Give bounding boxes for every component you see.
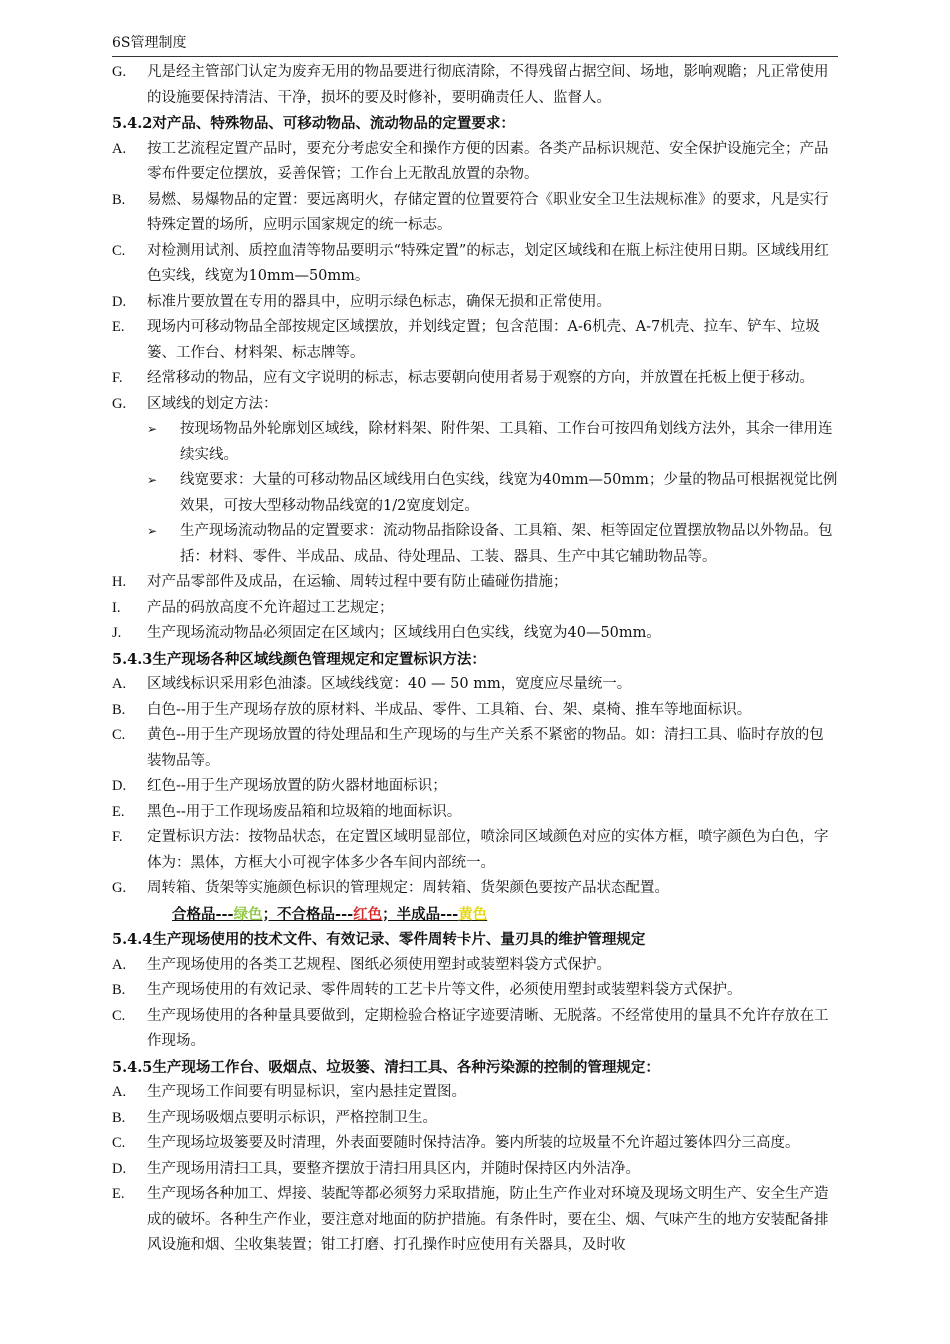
list-item: A. 生产现场使用的各类工艺规程、图纸必须使用塑封或装塑料袋方式保护。 bbox=[112, 956, 611, 973]
document-body bbox=[112, 60, 838, 1259]
list-item: B. 白色--用于生产现场存放的原材料、半成品、零件、工具箱、台、架、桌椅、推车等地面标识。 bbox=[112, 701, 752, 718]
list-item: C. 生产现场垃圾篓要及时清理，外表面要随时保持洁净。篓内所装的垃圾量不允许超过篓体四分三高度。 bbox=[112, 1135, 800, 1151]
header-title: 6S管理制度 bbox=[112, 35, 187, 51]
list-item: D. 生产现场用清扫工具，要整齐摆放于清扫用具区内，并随时保持区内外洁净。 bbox=[112, 1160, 640, 1177]
list-item: A. 按工艺流程定置产品时，要充分考虑安全和操作方便的因素。各类产品标识规范、安全保护设施完全；产品零布件要定位摆放，妥善保管；工作台上无散乱放置的杂物。 bbox=[112, 140, 829, 182]
section-heading: 5.4.2对产品、特殊物品、可移动物品、流动物品的定置要求： bbox=[112, 115, 515, 132]
bullet-item: ➢ 生产现场流动物品的定置要求：流动物品指除设备、工具箱、架、柜等固定位置摆放物品以外物品。包括：材料、零件、半成品、成品、待处理品、工装、器具、生产中其它辅助物品等。 bbox=[112, 519, 838, 570]
list-item: F. 经常移动的物品，应有文字说明的标志，标志要朝向使用者易于观察的方向，并放置在托板上便于移动。 bbox=[112, 370, 814, 386]
arrow-bullet-icon: ➢ bbox=[147, 473, 158, 487]
list-item: C. 对检测用试剂、质控血清等物品要明示“特殊定置”的标志，划定区域线和在瓶上标注使用日期。区域线用红色实线，线宽为10mm—50mm。 bbox=[112, 242, 829, 284]
page-header bbox=[112, 30, 838, 57]
list-item: C. 黄色--用于生产现场放置的待处理品和生产现场的与生产关系不紧密的物品。如：清扫工具、临时存放的包装物品等。 bbox=[112, 727, 824, 769]
list-item: B. 易燃、易爆物品的定置：要远离明火，存储定置的位置要符合《职业安全卫生法规标准》的要求，凡是实行特殊定置的场所，应明示国家规定的统一标志。 bbox=[112, 191, 829, 233]
list-item: A. 生产现场工作间要有明显标识，室内悬挂定置图。 bbox=[112, 1084, 466, 1100]
list-item: G. 凡是经主管部门认定为废弃无用的物品要进行彻底清除，不得残留占据空间、场地，影响观瞻；凡正常使用的设施要保持清洁、干净，损坏的要及时修补，要明确责任人、监督人。 bbox=[112, 64, 829, 106]
list-item: E. 黑色--用于工作现场废品箱和垃圾箱的地面标识。 bbox=[112, 803, 462, 820]
list-item: D. 标准片要放置在专用的器具中，应明示绿色标志，确保无损和正常使用。 bbox=[112, 293, 611, 310]
list-item: J. 生产现场流动物品必须固定在区域内；区域线用白色实线，线宽为40—50mm。 bbox=[112, 625, 661, 641]
list-item: I. 产品的码放高度不允许超过工艺规定； bbox=[112, 599, 394, 616]
bullet-item: ➢ 按现场物品外轮廓划区域线，除材料架、附件架、工具箱、工作台可按四角划线方法外，其余一律用连续实线。 bbox=[112, 417, 838, 468]
arrow-bullet-icon: ➢ bbox=[147, 524, 158, 538]
list-item: H. 对产品零部件及成品，在运输、周转过程中要有防止磕碰伤措施； bbox=[112, 574, 568, 590]
list-item: G. 区域线的划定方法： bbox=[112, 395, 278, 412]
list-item: E. 生产现场各种加工、焊接、装配等都必须努力采取措施，防止生产作业对环境及现场文明生产、安全生产造成的破坏。各种生产作业，要注意对地面的防护措施。有条件时，要在尘、烟、气味产生的地方安装配备排风设施和烟、尘收集装置；钳工打磨、打孔操作时应使用有关器具，及时收 bbox=[112, 1186, 829, 1253]
section-heading: 5.4.4生产现场使用的技术文件、有效记录、零件周转卡片、量刃具的维护管理规定 bbox=[112, 931, 646, 948]
green-label: 绿色 bbox=[233, 905, 263, 923]
section-heading: 5.4.3生产现场各种区域线颜色管理规定和定置标识方法： bbox=[112, 650, 486, 668]
list-item: G. 周转箱、货架等实施颜色标识的管理规定：周转箱、货架颜色要按产品状态配置。 bbox=[112, 880, 669, 896]
section-heading: 5.4.5生产现场工作台、吸烟点、垃圾篓、清扫工具、各种污染源的控制的管理规定： bbox=[112, 1058, 660, 1076]
list-item: F. 定置标识方法：按物品状态，在定置区域明显部位，喷涂同区域颜色对应的实体方框，喷字颜色为白色，字体为：黑体，方框大小可视字体多少各车间内部统一。 bbox=[112, 829, 829, 871]
list-item: E. 现场内可移动物品全部按规定区域摆放，并划线定置；包含范围：A-6机壳、A-7机壳、拉车、铲车、垃圾篓、工作台、材料架、标志牌等。 bbox=[112, 319, 820, 361]
bullet-item: ➢ 线宽要求：大量的可移动物品区域线用白色实线，线宽为40mm—50mm；少量的物品可根据视觉比例效果，可按大型移动物品线宽的1/2宽度划定。 bbox=[112, 468, 838, 519]
arrow-bullet-icon: ➢ bbox=[147, 422, 158, 436]
yellow-label: 黄色 bbox=[458, 905, 488, 923]
list-item: B. 生产现场吸烟点要明示标识，严格控制卫生。 bbox=[112, 1109, 437, 1126]
list-item: A. 区域线标识采用彩色油漆。区域线线宽：40 — 50 mm，宽度应尽量统一。 bbox=[112, 676, 632, 692]
color-legend-line: 合格品---绿色；不合格品---红色；半成品---黄色 bbox=[172, 905, 488, 923]
red-label: 红色 bbox=[353, 905, 383, 923]
list-item: B. 生产现场使用的有效记录、零件周转的工艺卡片等文件，必须使用塑封或装塑料袋方式保护。 bbox=[112, 982, 742, 998]
list-item: D. 红色--用于生产现场放置的防火器材地面标识； bbox=[112, 778, 447, 794]
list-item: C. 生产现场使用的各种量具要做到，定期检验合格证字迹要清晰、无脱落。不经常使用的量具不允许存放在工作现场。 bbox=[112, 1007, 829, 1049]
